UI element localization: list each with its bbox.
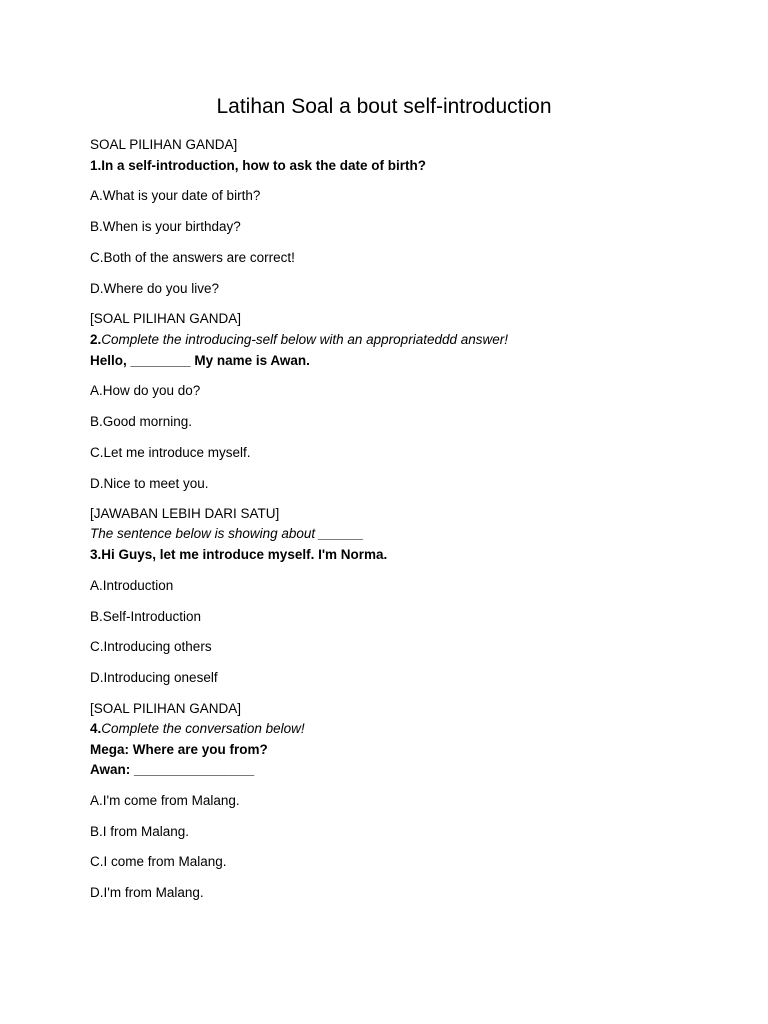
- question-3-option-a: A.Introduction: [90, 578, 174, 593]
- question-3-instruction: The sentence below is showing about ______: [90, 526, 364, 541]
- question-3-option-d: D.Introducing oneself: [90, 670, 218, 685]
- question-4-dialogue-line-2: Awan: ________________: [90, 762, 255, 777]
- question-3-text: [90, 546, 387, 564]
- question-1-text: [90, 157, 426, 175]
- question-1-option-b: B.When is your birthday?: [90, 219, 241, 234]
- question-1-number: 1.: [90, 158, 102, 173]
- question-2-instruction-line: [90, 331, 508, 349]
- question-4-category: [SOAL PILIHAN GANDA]: [90, 701, 242, 716]
- question-1-option-a: A.What is your date of birth?: [90, 188, 261, 203]
- question-2-option-b: B.Good morning.: [90, 414, 193, 429]
- question-1-option-c: C.Both of the answers are correct!: [90, 250, 295, 265]
- question-2-number: 2.: [90, 332, 102, 347]
- question-1-prompt: In a self-introduction, how to ask the date of birth?: [101, 158, 427, 173]
- question-1-option-d: D.Where do you live?: [90, 281, 220, 296]
- question-3-prompt: Hi Guys, let me introduce myself. I'm Norma.: [101, 547, 388, 562]
- question-1-category: SOAL PILIHAN GANDA]: [90, 137, 238, 152]
- question-2-category: [SOAL PILIHAN GANDA]: [90, 311, 242, 326]
- question-4-dialogue-line-1: Mega: Where are you from?: [90, 742, 268, 757]
- question-3-number: 3.: [90, 547, 102, 562]
- question-4-number: 4.: [90, 721, 102, 736]
- question-4-option-b: B.I from Malang.: [90, 824, 190, 839]
- question-2-instruction: Complete the introducing-self below with an appropriateddd answer!: [101, 332, 508, 347]
- question-4-option-a: A.I'm come from Malang.: [90, 793, 240, 808]
- question-4-instruction: Complete the conversation below!: [101, 721, 305, 736]
- question-2-option-a: A.How do you do?: [90, 383, 201, 398]
- question-4-option-c: C.I come from Malang.: [90, 854, 227, 869]
- question-4-option-d: D.I'm from Malang.: [90, 885, 204, 900]
- page-title: Latihan Soal a bout self-introduction: [216, 95, 552, 118]
- question-3-option-c: C.Introducing others: [90, 639, 212, 654]
- question-4-instruction-line: [90, 720, 305, 738]
- question-3-category: [JAWABAN LEBIH DARI SATU]: [90, 506, 280, 521]
- question-2-text: Hello, ________ My name is Awan.: [90, 353, 310, 368]
- question-3-option-b: B.Self-Introduction: [90, 609, 202, 624]
- question-2-option-d: D.Nice to meet you.: [90, 476, 209, 491]
- question-2-option-c: C.Let me introduce myself.: [90, 445, 251, 460]
